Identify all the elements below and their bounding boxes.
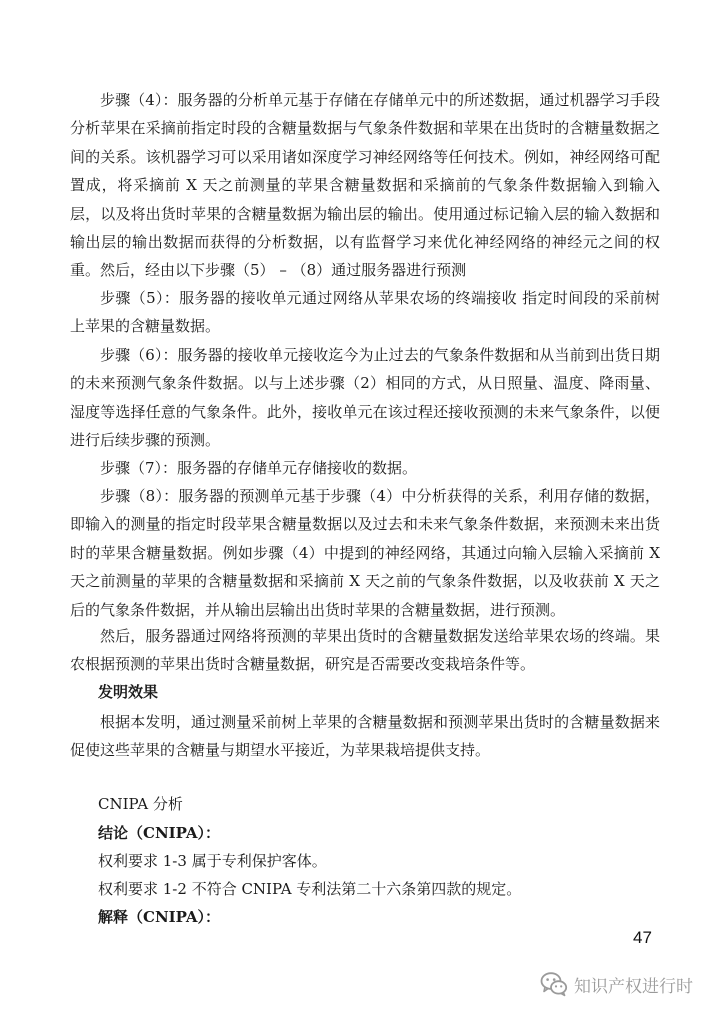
claim-statement-2: 权利要求 1-2 不符合 CNIPA 专利法第二十六条第四款的规定。	[98, 880, 522, 898]
claim-statement-1: 权利要求 1-3 属于专利保护客体。	[98, 852, 327, 870]
wechat-icon	[540, 971, 568, 997]
paragraph-step-6: 步骤（6）：服务器的接收单元接收迄今为止过去的气象条件数据和从当前到出货日期的未来预测气象条件数据。以与上述步骤（2）相同的方式，从日照量、温度、降雨量、湿度等选择任意的气象条件。此外，接收单元在该过程还接收预测的未来气象条件，以便进行后续步骤的预测。	[70, 346, 660, 450]
watermark	[540, 968, 693, 1000]
paragraph-then: 然后，服务器通过网络将预测的苹果出货时的含糖量数据发送给苹果农场的终端。果农根据预测的苹果出货时含糖量数据，研究是否需要改变栽培条件等。	[70, 627, 660, 674]
heading-explanation: 解释（CNIPA）：	[98, 908, 220, 926]
paragraph-invention-effect: 根据本发明，通过测量采前树上苹果的含糖量数据和预测苹果出货时的含糖量数据来促使这些苹果的含糖量与期望水平接近，为苹果栽培提供支持。	[70, 713, 660, 760]
paragraph-step-4: 步骤（4）：服务器的分析单元基于存储在存储单元中的所述数据，通过机器学习手段分析苹果在采摘前指定时段的含糖量数据与气象条件数据和苹果在出货时的含糖量数据之间的关系。该机器学习可以采用诸如深度学习神经网络等任何技术。例如，神经网络可配置成，将采摘前 X 天之前测量的苹果含糖量数据和采摘前的气象条件数据输入到输入层，以及将出货时苹果的含糖量数据为输出层的输出。使用通过标记输入层的输入数据和输出层的输出数据而获得的分析数据，以有监督学习来优化神经网络的神经元之间的权重。然后，经由以下步骤（5） – （8）通过服务器进行预测	[70, 91, 660, 280]
paragraph-step-5: 步骤（5）：服务器的接收单元通过网络从苹果农场的终端接收 指定时间段的采前树上苹果的含糖量数据。	[70, 289, 660, 336]
heading-invention-effect: 发明效果	[98, 683, 159, 701]
paragraph-step-8: 步骤（8）：服务器的预测单元基于步骤（4）中分析获得的关系，利用存储的数据，即输入的测量的指定时段苹果含糖量数据以及过去和未来气象条件数据，来预测未来出货时的苹果含糖量数据。例如步骤（4）中提到的神经网络，其通过向输入层输入采摘前 X 天之前测量的苹果的含糖量数据和采摘前 X 天之前的气象条件数据，以及收获前 X 天之后的气象条件数据，并从输出层输出出货时苹果的含糖量数据，进行预测。	[70, 487, 660, 619]
cnipa-analysis-title: CNIPA 分析	[98, 795, 183, 813]
heading-conclusion: 结论（CNIPA）：	[98, 824, 220, 842]
paragraph-step-7: 步骤（7）：服务器的存储单元存储接收的数据。	[100, 459, 418, 477]
watermark-text: 知识产权进行时	[574, 976, 693, 997]
page-number: 47	[633, 928, 652, 947]
